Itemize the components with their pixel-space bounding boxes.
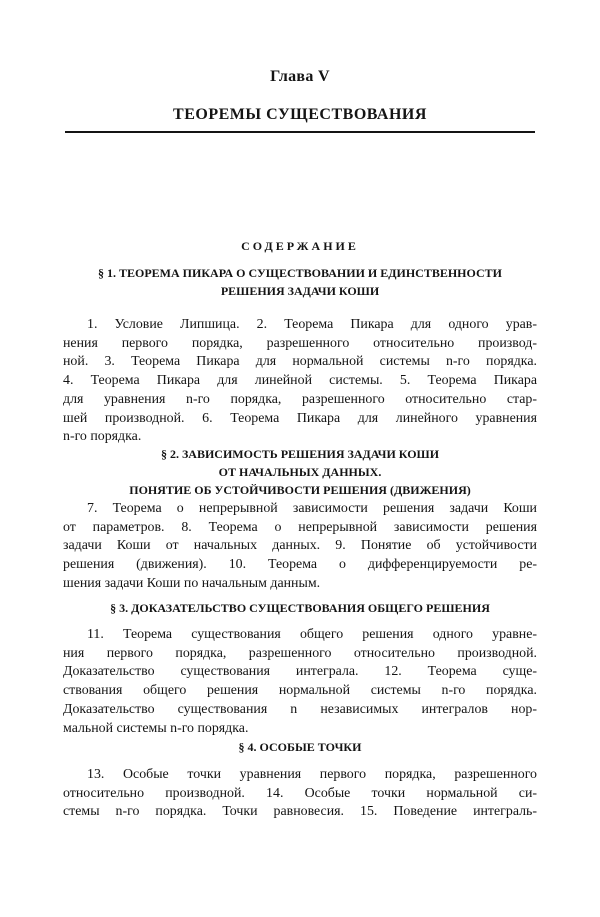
section-3-title <box>60 599 540 617</box>
body-line: Доказательство существования интеграла. 12. Теорема суще- <box>63 664 537 680</box>
body-line: 7. Теорема о непрерывной зависимости решения задачи Коши <box>87 501 537 516</box>
body-line: относительно производной. 14. Особые точки нормальной си- <box>63 785 537 801</box>
body-line: 1. Условие Липшица. 2. Теорема Пикара для одного урав- <box>87 317 537 332</box>
section-title-line: РЕШЕНИЯ ЗАДАЧИ КОШИ <box>220 284 380 298</box>
title-rule <box>65 131 535 133</box>
body-line: нения первого порядка, разрешенного относительно производ- <box>63 335 537 351</box>
body-line: от параметров. 8. Теорема о непрерывной зависимости решения <box>63 519 537 535</box>
section-title-line: § 4. ОСОБЫЕ ТОЧКИ <box>238 740 362 754</box>
section-2-body <box>63 500 537 594</box>
section-title-line: § 2. ЗАВИСИМОСТЬ РЕШЕНИЯ ЗАДАЧИ КОШИ <box>160 447 440 461</box>
body-line: 11. Теорема существования общего решения одного уравне- <box>87 627 537 642</box>
body-line: Доказательство существования n независимых интегралов нор- <box>63 701 537 717</box>
section-4-title <box>60 738 540 756</box>
body-line: ствования общего решения нормальной системы n-го порядка. <box>63 683 537 699</box>
body-line: шей производной. 6. Теорема Пикара для линейного уравнения <box>63 410 537 426</box>
section-3-body <box>63 626 537 738</box>
body-line: ния первого порядка, разрешенного относительно производной. <box>63 645 537 661</box>
section-title-line: ПОНЯТИЕ ОБ УСТОЙЧИВОСТИ РЕШЕНИЯ (ДВИЖЕНИЯ) <box>129 483 471 497</box>
body-line: задачи Коши от начальных данных. 9. Понятие об устойчивости <box>63 538 537 554</box>
body-line: n-го порядка. <box>63 429 142 445</box>
contents-heading: СОДЕРЖАНИЕ <box>241 239 359 253</box>
chapter-label: Глава V <box>270 68 330 85</box>
body-line: 13. Особые точки уравнения первого порядка, разрешенного <box>87 767 537 782</box>
body-line: решения (движения). 10. Теорема о дифференцируемости ре- <box>63 557 537 573</box>
section-1-title <box>60 264 540 300</box>
section-2-title <box>60 445 540 499</box>
chapter-title: ТЕОРЕМЫ СУЩЕСТВОВАНИЯ <box>173 106 427 123</box>
body-line: шения задачи Коши по начальным данным. <box>63 575 321 591</box>
section-1-body <box>63 316 537 447</box>
body-line: ной. 3. Теорема Пикара для нормальной системы n-го порядка. <box>63 354 537 370</box>
body-line: для уравнения n-го порядка, разрешенного относительно стар- <box>63 391 537 407</box>
section-title-line: ОТ НАЧАЛЬНЫХ ДАННЫХ. <box>218 465 382 479</box>
section-title-line: § 3. ДОКАЗАТЕЛЬСТВО СУЩЕСТВОВАНИЯ ОБЩЕГО РЕШЕНИЯ <box>110 601 490 615</box>
section-4-body <box>63 766 537 822</box>
body-line: 4. Теорема Пикара для линейной системы. 5. Теорема Пикара <box>63 373 537 389</box>
body-line: стемы n-го порядка. Точки равновесия. 15. Поведение интеграль- <box>63 804 537 820</box>
section-title-line: § 1. ТЕОРЕМА ПИКАРА О СУЩЕСТВОВАНИИ И ЕДИНСТВЕННОСТИ <box>97 266 502 280</box>
body-line: мальной системы n-го порядка. <box>63 720 249 736</box>
